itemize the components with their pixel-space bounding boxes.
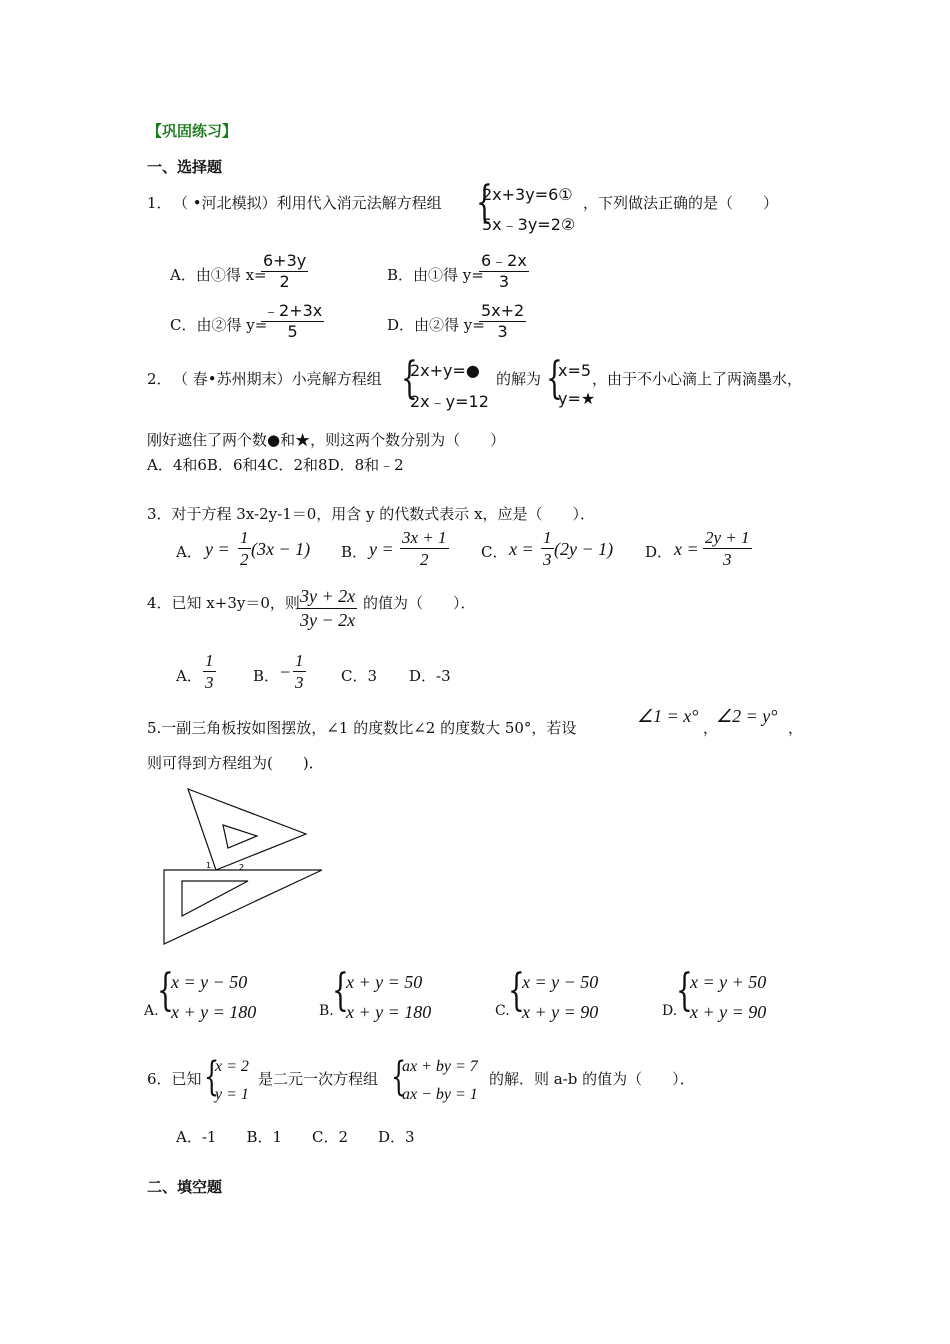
q3-optC-label: C．	[481, 543, 508, 561]
q1-optC-numerator: ﹣2+3x	[263, 301, 323, 320]
q1-optD-denominator: 3	[497, 322, 508, 341]
fig-angle-label-1: 1	[206, 861, 212, 870]
q5-optB-eq2: x + y = 180	[346, 1002, 432, 1022]
q3-optB-fraction	[400, 527, 449, 571]
q3-optA-denominator: 2	[240, 550, 249, 570]
fig-angle-label-2: 2	[239, 863, 245, 872]
q3-optD-denominator: 3	[723, 550, 732, 570]
q1-optD-label: D．由②得 y=	[387, 316, 485, 334]
q3-optB-numerator: 3x + 1	[400, 527, 449, 549]
upper-triangle-ruler	[188, 789, 306, 870]
q4-text-a: 4．已知 x+3y＝0，则	[147, 594, 300, 612]
q3-text: 3．对于方程 3x-2y-1＝0，用含 y 的代数式表示 x，应是（ ）．	[147, 505, 596, 523]
q1-optB-denominator: 3	[498, 272, 510, 291]
q5-text-a: 5.一副三角板按如图摆放，∠1 的度数比∠2 的度数大 50°，若设	[147, 719, 577, 737]
q5-optC-label: C.	[495, 1003, 510, 1019]
q4-optA-numerator: 1	[203, 650, 216, 672]
triangle-rulers-figure	[160, 786, 330, 951]
q5-optD-label: D.	[662, 1003, 678, 1019]
q1-optC-fraction	[261, 301, 324, 342]
q5-optD-eq2: x + y = 90	[690, 1002, 767, 1022]
q1-optA-numerator: 6+3y	[263, 251, 307, 270]
q5-sep: ，	[703, 719, 719, 737]
part2-title: 二、填空题	[147, 1178, 223, 1196]
q3-optD-lhs: x =	[674, 539, 699, 559]
q2-text-b: 的解为	[496, 370, 542, 388]
q5-optC-eq2: x + y = 90	[522, 1002, 599, 1022]
q6-options: A．-1 B．1 C．2 D．3	[176, 1128, 415, 1146]
q4-denominator: 3y − 2x	[300, 609, 356, 630]
q5-angle1: ∠1 = x°	[637, 706, 699, 726]
q6-s2: y = 1	[215, 1086, 249, 1103]
part1-title: 一、选择题	[147, 158, 223, 176]
q4-optA-denominator: 3	[205, 673, 214, 693]
q5-optA-eq1: x = y − 50	[171, 972, 248, 992]
q4-optB-label: B．	[253, 667, 280, 685]
q5-optA-label: A.	[144, 1003, 159, 1019]
q1-text-a: （ •河北模拟）利用代入消元法解方程组	[173, 194, 442, 212]
q6-system-brace: {	[391, 1054, 407, 1100]
q2-eq1: 2x+y=●	[410, 361, 480, 380]
q6-solution-brace: {	[204, 1054, 220, 1100]
q2-text-a: （ 春•苏州期末）小亮解方程组	[173, 370, 382, 388]
q5-text-b: ，	[788, 719, 804, 737]
q4-optB-fraction	[293, 650, 306, 694]
q5-optA-brace: {	[157, 965, 174, 1016]
q3-optC-fraction	[541, 527, 554, 571]
q4-fraction	[298, 585, 357, 631]
q4-optA-fraction	[203, 650, 216, 694]
q4-optB-denominator: 3	[295, 673, 304, 693]
q4-text-b: 的值为（ ）．	[363, 594, 476, 612]
q1-optB-fraction	[479, 251, 529, 292]
q1-system-brace: {	[476, 177, 493, 228]
q2-eq2: 2x﹣y=12	[410, 392, 489, 411]
q5-optD-eq1: x = y + 50	[690, 972, 767, 992]
q4-numerator: 3y + 2x	[298, 585, 357, 609]
q3-optC-denominator: 3	[543, 550, 552, 570]
q1-eq1: 2x+3y=6①	[482, 185, 573, 204]
q1-optC-denominator: 5	[287, 322, 298, 341]
q5-optA-eq2: x + y = 180	[171, 1002, 257, 1022]
q3-optD-fraction	[703, 527, 752, 571]
q6-e2: ax − by = 1	[402, 1086, 478, 1103]
q2-system-brace: {	[401, 353, 418, 404]
q6-e1: ax + by = 7	[402, 1058, 478, 1075]
q2-line2: 刚好遮住了两个数●和★，则这两个数分别为（ ）	[147, 431, 506, 449]
q3-optD-numerator: 2y + 1	[703, 527, 752, 549]
q5-optC-brace: {	[508, 965, 525, 1016]
q3-optD-label: D．	[645, 543, 673, 561]
q2-options: A．4和6B．6和4C．2和8D．8和﹣2	[147, 456, 404, 474]
q3-optB-label: B．	[341, 543, 368, 561]
q3-optA-fraction	[238, 527, 251, 571]
q2-sol1: x=5	[558, 361, 592, 380]
q5-optC-eq1: x = y − 50	[522, 972, 599, 992]
q2-number: 2．	[147, 370, 172, 388]
q1-number: 1．	[147, 194, 172, 212]
q1-optA-label: A．由①得 x=	[170, 266, 267, 284]
upper-triangle-hole	[223, 825, 257, 848]
q4-optC: C．3	[341, 667, 378, 685]
q1-optB-label: B．由①得 y=	[387, 266, 484, 284]
q1-optB-numerator: 6﹣2x	[481, 251, 527, 270]
q4-optB-sign: −	[279, 662, 292, 682]
q1-optA-denominator: 2	[279, 272, 290, 291]
q2-text-c: ，由于不小心滴上了两滴墨水，	[592, 370, 803, 388]
q6-s1: x = 2	[215, 1058, 249, 1075]
q5-optD-brace: {	[676, 965, 693, 1016]
q2-sol2: y=★	[558, 389, 596, 408]
q3-optA-tail: (3x − 1)	[251, 539, 311, 559]
q6-text-c: 的解．则 a-b 的值为（ ）．	[489, 1070, 695, 1088]
q5-angle2: ∠2 = y°	[716, 706, 778, 726]
q3-optC-lhs: x =	[509, 539, 534, 559]
q1-optA-fraction	[261, 251, 308, 292]
q3-optA-numerator: 1	[238, 527, 251, 549]
q1-optD-numerator: 5x+2	[481, 301, 525, 320]
q5-line2: 则可得到方程组为( )．	[147, 754, 324, 772]
q4-optB-numerator: 1	[293, 650, 306, 672]
q6-text-b: 是二元一次方程组	[258, 1070, 379, 1088]
q3-optC-tail: (2y − 1)	[554, 539, 614, 559]
q4-optD: D．-3	[409, 667, 451, 685]
q1-optC-label: C．由②得 y=	[170, 316, 268, 334]
q3-optB-lhs: y =	[369, 539, 394, 559]
q5-optB-label: B.	[319, 1003, 334, 1019]
section-header: 【巩固练习】	[147, 122, 238, 140]
q3-optA-lhs: y =	[205, 539, 230, 559]
q4-optA-label: A．	[176, 667, 202, 685]
q5-optB-eq1: x + y = 50	[346, 972, 423, 992]
lower-triangle-hole	[182, 881, 248, 916]
q6-text-a: 6．已知	[147, 1070, 202, 1088]
q1-eq2: 5x﹣3y=2②	[482, 215, 576, 234]
q3-optA-label: A．	[176, 543, 202, 561]
q1-text-b: ，下列做法正确的是（ ）	[583, 194, 779, 212]
q5-optB-brace: {	[332, 965, 349, 1016]
q3-optC-numerator: 1	[541, 527, 554, 549]
q2-solution-brace: {	[546, 353, 563, 404]
q1-optD-fraction	[479, 301, 526, 342]
q3-optB-denominator: 2	[420, 550, 429, 570]
